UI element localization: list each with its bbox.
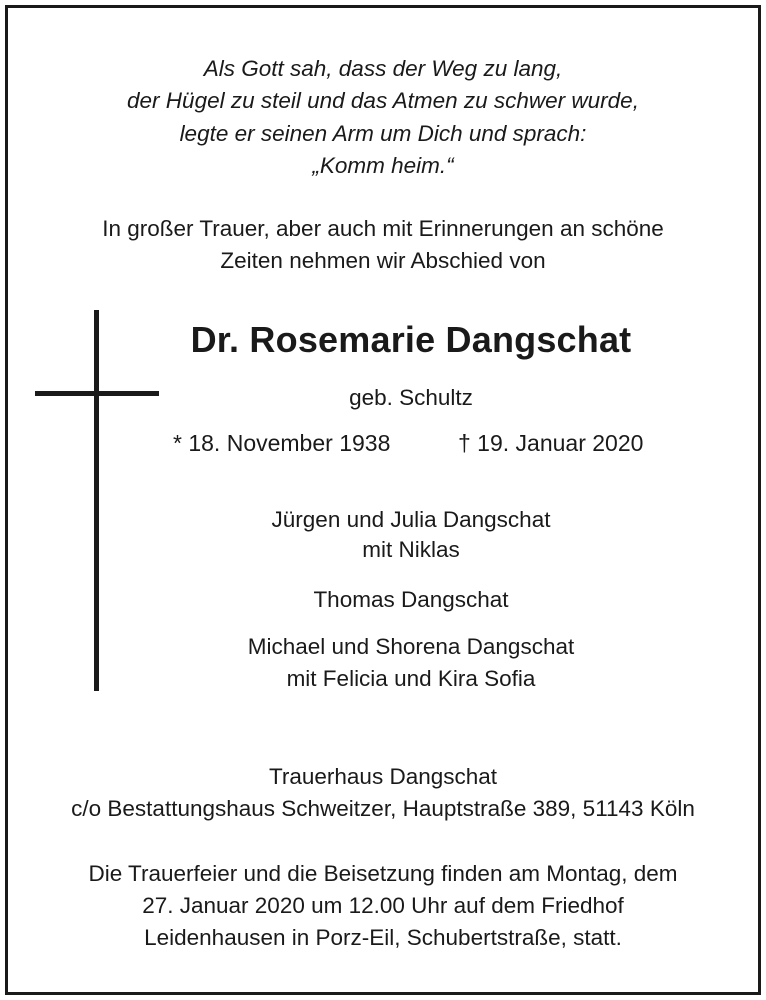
death-date: † 19. Januar 2020 <box>458 430 644 456</box>
mourner-line: mit Felicia und Kira Sofia <box>286 666 536 691</box>
poem-line-2: der Hügel zu steil und das Atmen zu schwer wurde, <box>127 88 639 113</box>
poem-line-4: „Komm heim.“ <box>312 153 454 178</box>
mourner-line: Michael und Shorena Dangschat <box>247 634 575 659</box>
mourner-line: mit Niklas <box>362 537 460 562</box>
intro-line-2: Zeiten nehmen wir Abschied von <box>220 248 546 273</box>
deceased-name: Dr. Rosemarie Dangschat <box>190 319 632 360</box>
funeral-line-2: 27. Januar 2020 um 12.00 Uhr auf dem Friedhof <box>142 893 624 918</box>
birth-name: geb. Schultz <box>349 385 473 410</box>
address-line-2: c/o Bestattungshaus Schweitzer, Hauptstraße 389, 51143 Köln <box>71 796 695 821</box>
birth-date: * 18. November 1938 <box>173 430 391 456</box>
poem-line-1: Als Gott sah, dass der Weg zu lang, <box>203 56 563 81</box>
mourner-line: Thomas Dangschat <box>313 587 509 612</box>
funeral-line-1: Die Trauerfeier und die Beisetzung finden am Montag, dem <box>88 861 678 886</box>
address-line-1: Trauerhaus Dangschat <box>268 764 498 789</box>
funeral-line-3: Leidenhausen in Porz-Eil, Schubertstraße, statt. <box>144 925 622 950</box>
intro-line-1: In großer Trauer, aber auch mit Erinnerungen an schöne <box>102 216 664 241</box>
poem-line-3: legte er seinen Arm um Dich und sprach: <box>179 121 587 146</box>
mourner-line: Jürgen und Julia Dangschat <box>271 507 551 532</box>
